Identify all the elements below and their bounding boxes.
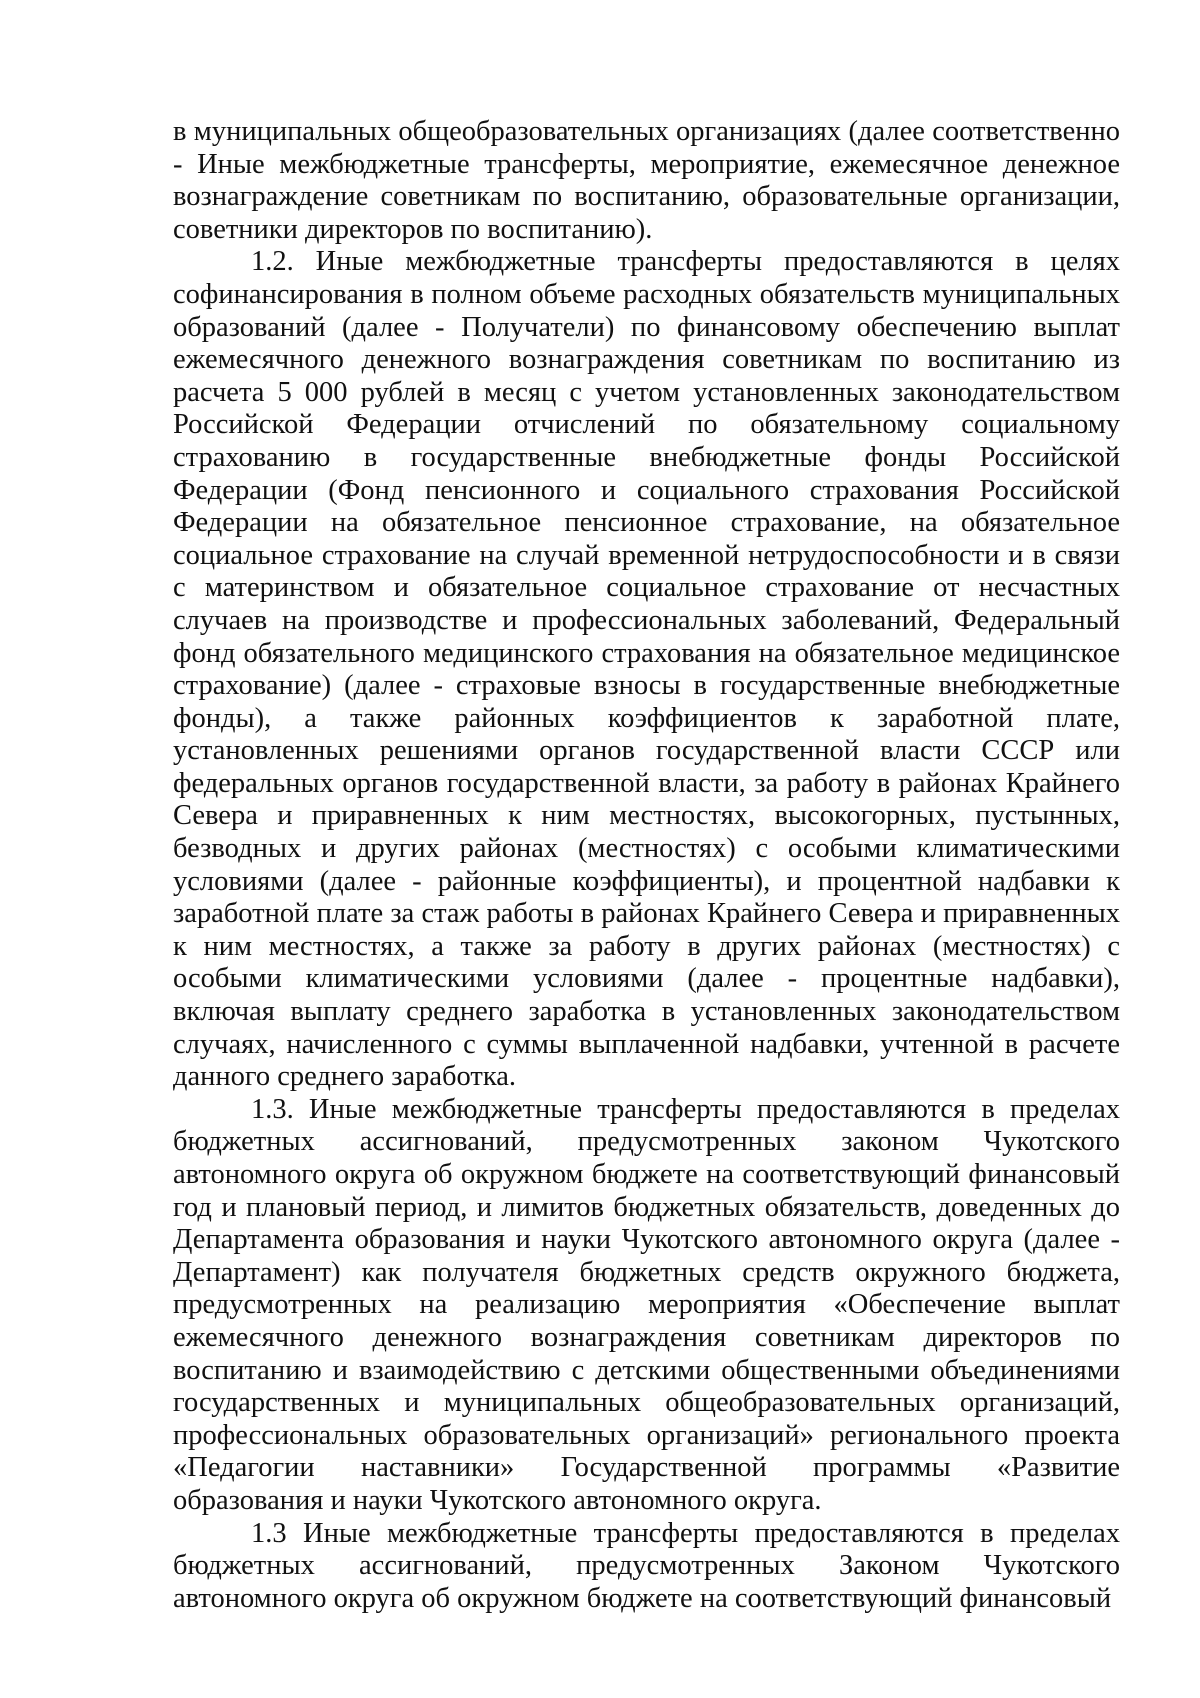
paragraph-1-3-repeat: 1.3 Иные межбюджетные трансферты предоставляются в пределах бюджетных ассигнований, предусмотренных Законом Чукотского автономного округа об окружном бюджете на соответствующий финансовый (173, 1517, 1120, 1614)
document-page (173, 116, 1120, 1615)
paragraph-1-3: 1.3. Иные межбюджетные трансферты предоставляются в пределах бюджетных ассигнований, предусмотренных законом Чукотского автономного округа об окружном бюджете на соответствующий финансовый год и плановый период, и лимитов бюджетных обязательств, доведенных до Департамента образования и науки Чукотского автономного округа (далее - Департамент) как получателя бюджетных средств окружного бюджета, предусмотренных на реализацию мероприятия «Обеспечение выплат ежемесячного денежного вознаграждения советникам директоров по воспитанию и взаимодействию с детскими общественными объединениями государственных и муниципальных общеобразовательных организаций, профессиональных образовательных организаций» регионального проекта «Педагогии наставники» Государственной программы «Развитие образования и науки Чукотского автономного округа. (173, 1093, 1120, 1516)
paragraph-1-2: 1.2. Иные межбюджетные трансферты предоставляются в целях софинансирования в полном объеме расходных обязательств муниципальных образований (далее - Получатели) по финансовому обеспечению выплат ежемесячного денежного вознаграждения советникам по воспитанию из расчета 5 000 рублей в месяц с учетом установленных законодательством Российской Федерации отчислений по обязательному социальному страхованию в государственные внебюджетные фонды Российской Федерации (Фонд пенсионного и социального страхования Российской Федерации на обязательное пенсионное страхование, на обязательное социальное страхование на случай временной нетрудоспособности и в связи с материнством и обязательное социальное страхование от несчастных случаев на производстве и профессиональных заболеваний, Федеральный фонд обязательного медицинского страхования на обязательное медицинское страхование) (далее - страховые взносы в государственные внебюджетные фонды), а также районных коэффициентов к заработной плате, установленных решениями органов государственной власти СССР или федеральных органов государственной власти, за работу в районах Крайнего Севера и приравненных к ним местностях, высокогорных, пустынных, безводных и других районах (местностях) с особыми климатическими условиями (далее - районные коэффициенты), и процентной надбавки к заработной плате за стаж работы в районах Крайнего Севера и приравненных к ним местностях, а также за работу в других районах (местностях) с особыми климатическими условиями (далее - процентные надбавки), включая выплату среднего заработка в установленных законодательством случаях, начисленного с суммы выплаченной надбавки, учтенной в расчете данного среднего заработка. (173, 246, 1120, 1093)
paragraph-intro-continuation: в муниципальных общеобразовательных организациях (далее соответственно - Иные межбюджетные трансферты, мероприятие, ежемесячное денежное вознаграждение советникам по воспитанию, образовательные организации, советники директоров по воспитанию). (173, 116, 1120, 245)
